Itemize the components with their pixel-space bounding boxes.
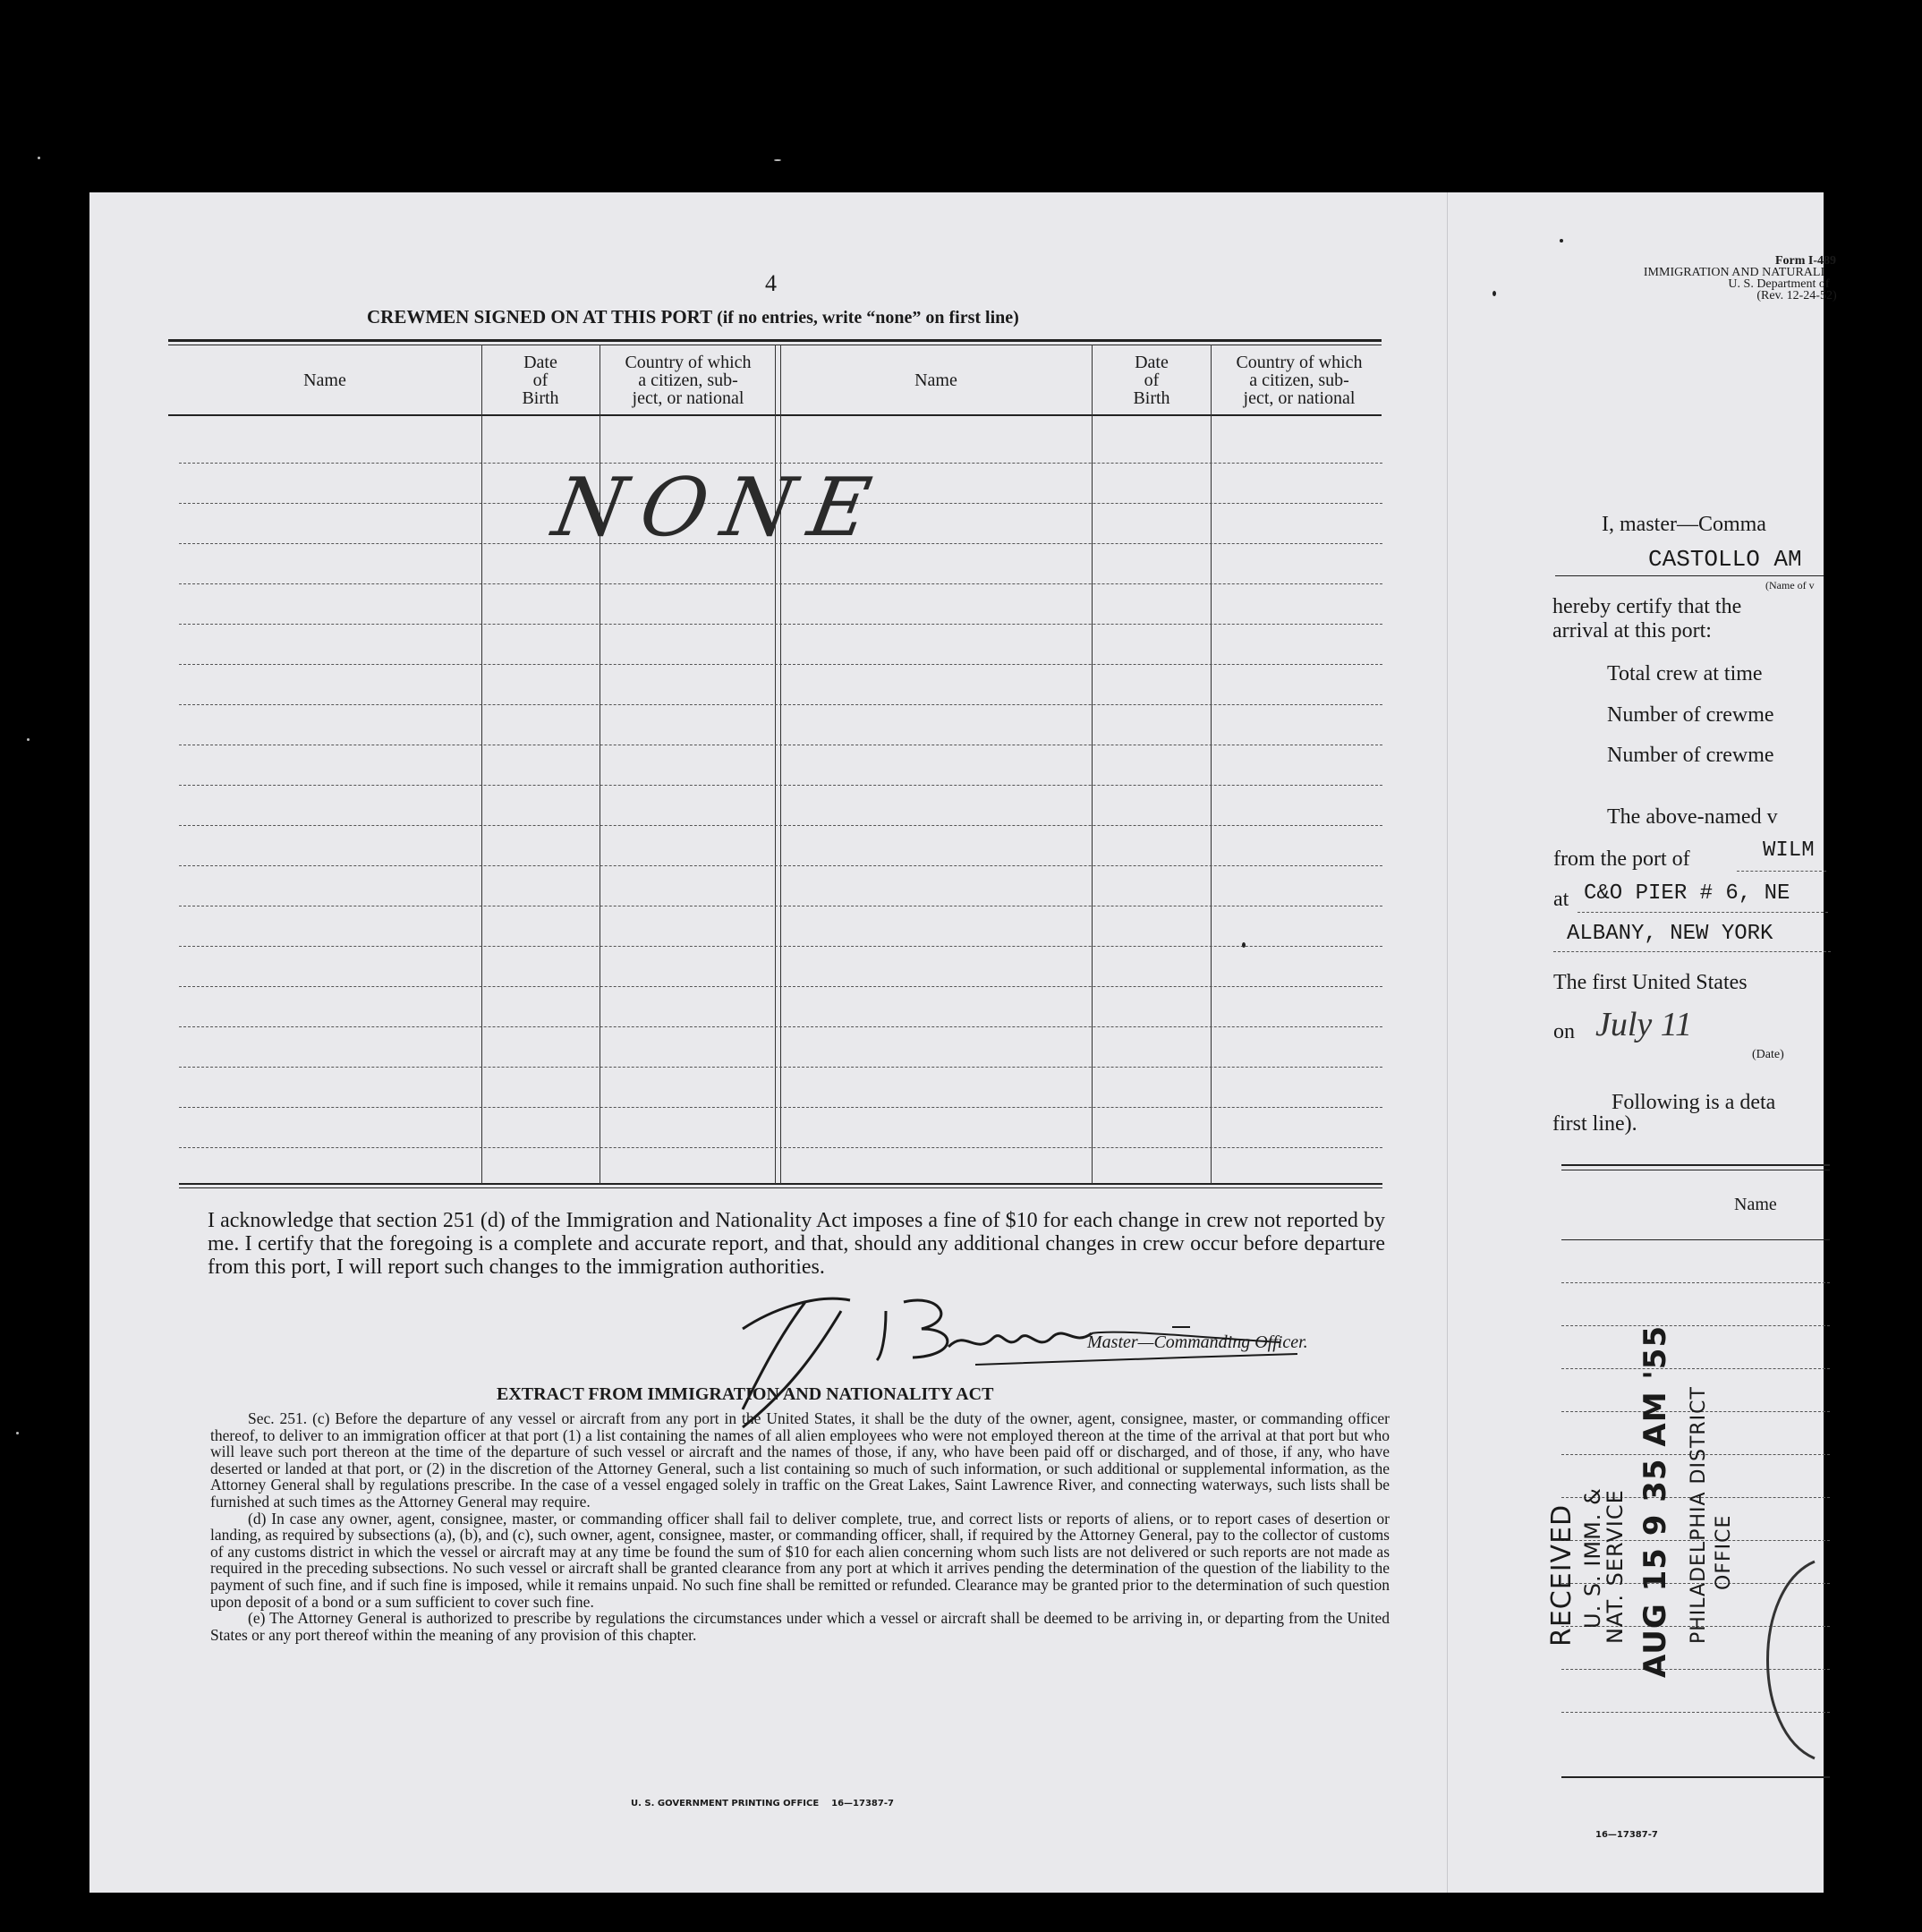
entry-line	[179, 624, 1382, 625]
from-port-rule	[1737, 871, 1826, 872]
entry-line	[179, 865, 1382, 866]
first-us-line: The first United States	[1553, 971, 1748, 994]
speck	[27, 738, 30, 741]
right-entry-line	[1561, 1325, 1830, 1326]
speck	[774, 159, 781, 161]
stamp-office: OFFICE	[1713, 1514, 1735, 1590]
entry-line	[179, 785, 1382, 786]
right-table-header-rule	[1561, 1239, 1830, 1240]
date-caption: (Date)	[1752, 1048, 1784, 1061]
col-header-name-2: Name	[914, 370, 957, 390]
section-heading	[367, 306, 1019, 328]
col-header-country-1: Country of which a citizen, sub- ject, or national	[625, 353, 752, 408]
extract-body	[210, 1410, 1390, 1643]
form-revision: (Rev. 12-24-52)	[1756, 289, 1837, 302]
stamp-imm: U. S. IMM. &	[1580, 1487, 1605, 1629]
speck	[1242, 942, 1246, 948]
form-header	[1546, 255, 1922, 302]
col-divider-5	[1211, 345, 1212, 1184]
certify-line-2: arrival at this port:	[1552, 619, 1712, 643]
col-divider-1	[481, 345, 482, 1184]
stamp-date: AUG 15 9 35 AM '55	[1637, 1324, 1673, 1678]
following-line-1: Following is a deta	[1612, 1091, 1776, 1114]
entry-line	[179, 583, 1382, 584]
entry-line	[179, 825, 1382, 826]
at-label: at	[1553, 888, 1569, 911]
right-table-top-rule	[1561, 1164, 1830, 1166]
speck	[38, 157, 40, 159]
entry-line	[179, 1067, 1382, 1068]
vessel-name-caption: (Name of v	[1765, 579, 1815, 592]
at-rule	[1578, 912, 1828, 913]
from-port-value: WILM	[1763, 838, 1815, 863]
total-crew-line: Total crew at time	[1607, 662, 1763, 685]
extract-section-c: Sec. 251. (c) Before the departure of any vessel or aircraft from any port in the United States, it shall be the duty of the owner, agent, consignee, master, or commanding officer thereof, to deliver to an immigration officer at that port (1) a list containing the names of all alien employees who were not employed thereon at the time of the arrival at that port but who will leave such port thereon at the time of the departure of such vessel or aircraft and the names of those, if any, who have been paid off or discharged, and of those, if any, who have deserted or landed at that port, or (2) in the discretion of the Attorney General, such a list containing so much of such information, or such additional or supplemental information, as the Attorney General shall by regulations prescribe. In the case of a vessel engaged solely in traffic on the Great Lakes, Saint Lawrence River, and connecting waterways, such lists shall be furnished at such times as the Attorney General may require.	[210, 1409, 1390, 1511]
stamp-service: NAT. SERVICE	[1603, 1489, 1628, 1644]
stamp-district: PHILADELPHIA DISTRICT	[1688, 1386, 1710, 1644]
left-page	[89, 192, 1447, 1893]
speck	[1560, 239, 1563, 243]
at-value: C&O PIER # 6, NE	[1584, 881, 1790, 906]
entry-line	[179, 1107, 1382, 1108]
extract-section-e: (e) The Attorney General is authorized to prescribe by regulations the circumstances under which a vessel or aircraft shall be deemed to be arriving in, or departing from the United States or any port thereof within the meaning of any provision of this chapter.	[210, 1609, 1390, 1644]
printer-line-right: 16—17387-7	[1595, 1830, 1658, 1840]
table-top-rule	[168, 339, 1382, 342]
table-bottom-rule-2	[179, 1187, 1382, 1188]
page-number: 4	[765, 270, 777, 296]
entry-line	[179, 664, 1382, 665]
handwritten-none: NONE	[546, 461, 894, 555]
vessel-name-value: CASTOLLO AM	[1648, 546, 1802, 573]
on-label: on	[1553, 1020, 1575, 1043]
extract-section-d: (d) In case any owner, agent, consignee, master, or commanding officer shall fail to deliver complete, true, and correct lists or reports of aliens, or to report cases of desertion or landing, as required by subsections (a), (b), and (c), such owner, agent, consignee, master, or commanding officer, shall, if required by the Attorney General, pay to the collector of customs of any customs district in which the vessel or aircraft may at any time be found the sum of $10 for each alien concerning whom such lists are not delivered or such reports are not made as required in the preceding subsections. No such vessel or aircraft shall be granted clearance from any port at which it arrives pending the determination of the question of the liability to the payment of such fine, and if such fine is imposed, while it remains unpaid. No such fine shall be remitted or refunded. Clearance may be granted prior to the determination of such question upon deposit of a bond or a sum sufficient to cover such fine.	[210, 1509, 1390, 1611]
entry-line	[179, 704, 1382, 705]
department-name: U. S. Department of	[1728, 277, 1830, 291]
col-header-country-2: Country of which a citizen, sub- ject, or national	[1236, 353, 1363, 408]
stamp-circle	[1743, 1553, 1824, 1767]
right-col-header-name: Name	[1734, 1195, 1777, 1214]
above-named-line: The above-named v	[1607, 805, 1778, 829]
entry-line	[179, 1026, 1382, 1027]
section-heading-note: (if no entries, write “none” on first line)	[717, 308, 1019, 328]
following-line-2: first line).	[1552, 1112, 1637, 1136]
form-number: Form I-489	[1774, 254, 1837, 268]
city-rule	[1553, 951, 1831, 952]
on-date-value: July 11	[1595, 1006, 1692, 1043]
crewmen-line-2: Number of crewme	[1607, 744, 1774, 767]
agency-name: IMMIGRATION AND NATURALI	[1643, 266, 1825, 279]
crewmen-line-1: Number of crewme	[1607, 703, 1774, 727]
city-value: ALBANY, NEW YORK	[1567, 922, 1773, 946]
signature-title: Master—Commanding Officer.	[1087, 1332, 1308, 1352]
from-port-label: from the port of	[1553, 847, 1690, 871]
stamp-received: RECEIVED	[1546, 1503, 1578, 1647]
entry-line	[179, 1147, 1382, 1148]
vessel-name-rule	[1555, 575, 1824, 576]
right-table-bottom-rule	[1561, 1776, 1830, 1778]
speck	[16, 1432, 19, 1434]
right-page	[1447, 192, 1837, 1893]
col-header-dob-1: Date of Birth	[522, 353, 559, 408]
extract-title: EXTRACT FROM IMMIGRATION AND NATIONALITY ACT	[497, 1384, 994, 1404]
col-divider-4	[1092, 345, 1093, 1184]
certify-line-1: hereby certify that the	[1552, 595, 1742, 618]
section-heading-title: CREWMEN SIGNED ON AT THIS PORT	[367, 306, 713, 328]
entry-line	[179, 946, 1382, 947]
right-entry-line	[1561, 1368, 1830, 1369]
col-header-dob-2: Date of Birth	[1133, 353, 1170, 408]
printer-line-left: U. S. GOVERNMENT PRINTING OFFICE 16—17387-7	[631, 1799, 894, 1809]
acknowledgement-text: I acknowledge that section 251 (d) of the Immigration and Nationality Act imposes a fine of $10 for each change in crew not reported by me. I certify that the foregoing is a complete and accurate report, and that, should any additional changes in crew occur before departure from this port, I will report such changes to the immigration authorities.	[208, 1209, 1385, 1279]
intro-text: I, master—Comma	[1602, 513, 1766, 536]
right-entry-line	[1561, 1282, 1830, 1283]
entry-line	[179, 986, 1382, 987]
speck	[1493, 291, 1496, 296]
col-header-name-1: Name	[303, 370, 346, 390]
